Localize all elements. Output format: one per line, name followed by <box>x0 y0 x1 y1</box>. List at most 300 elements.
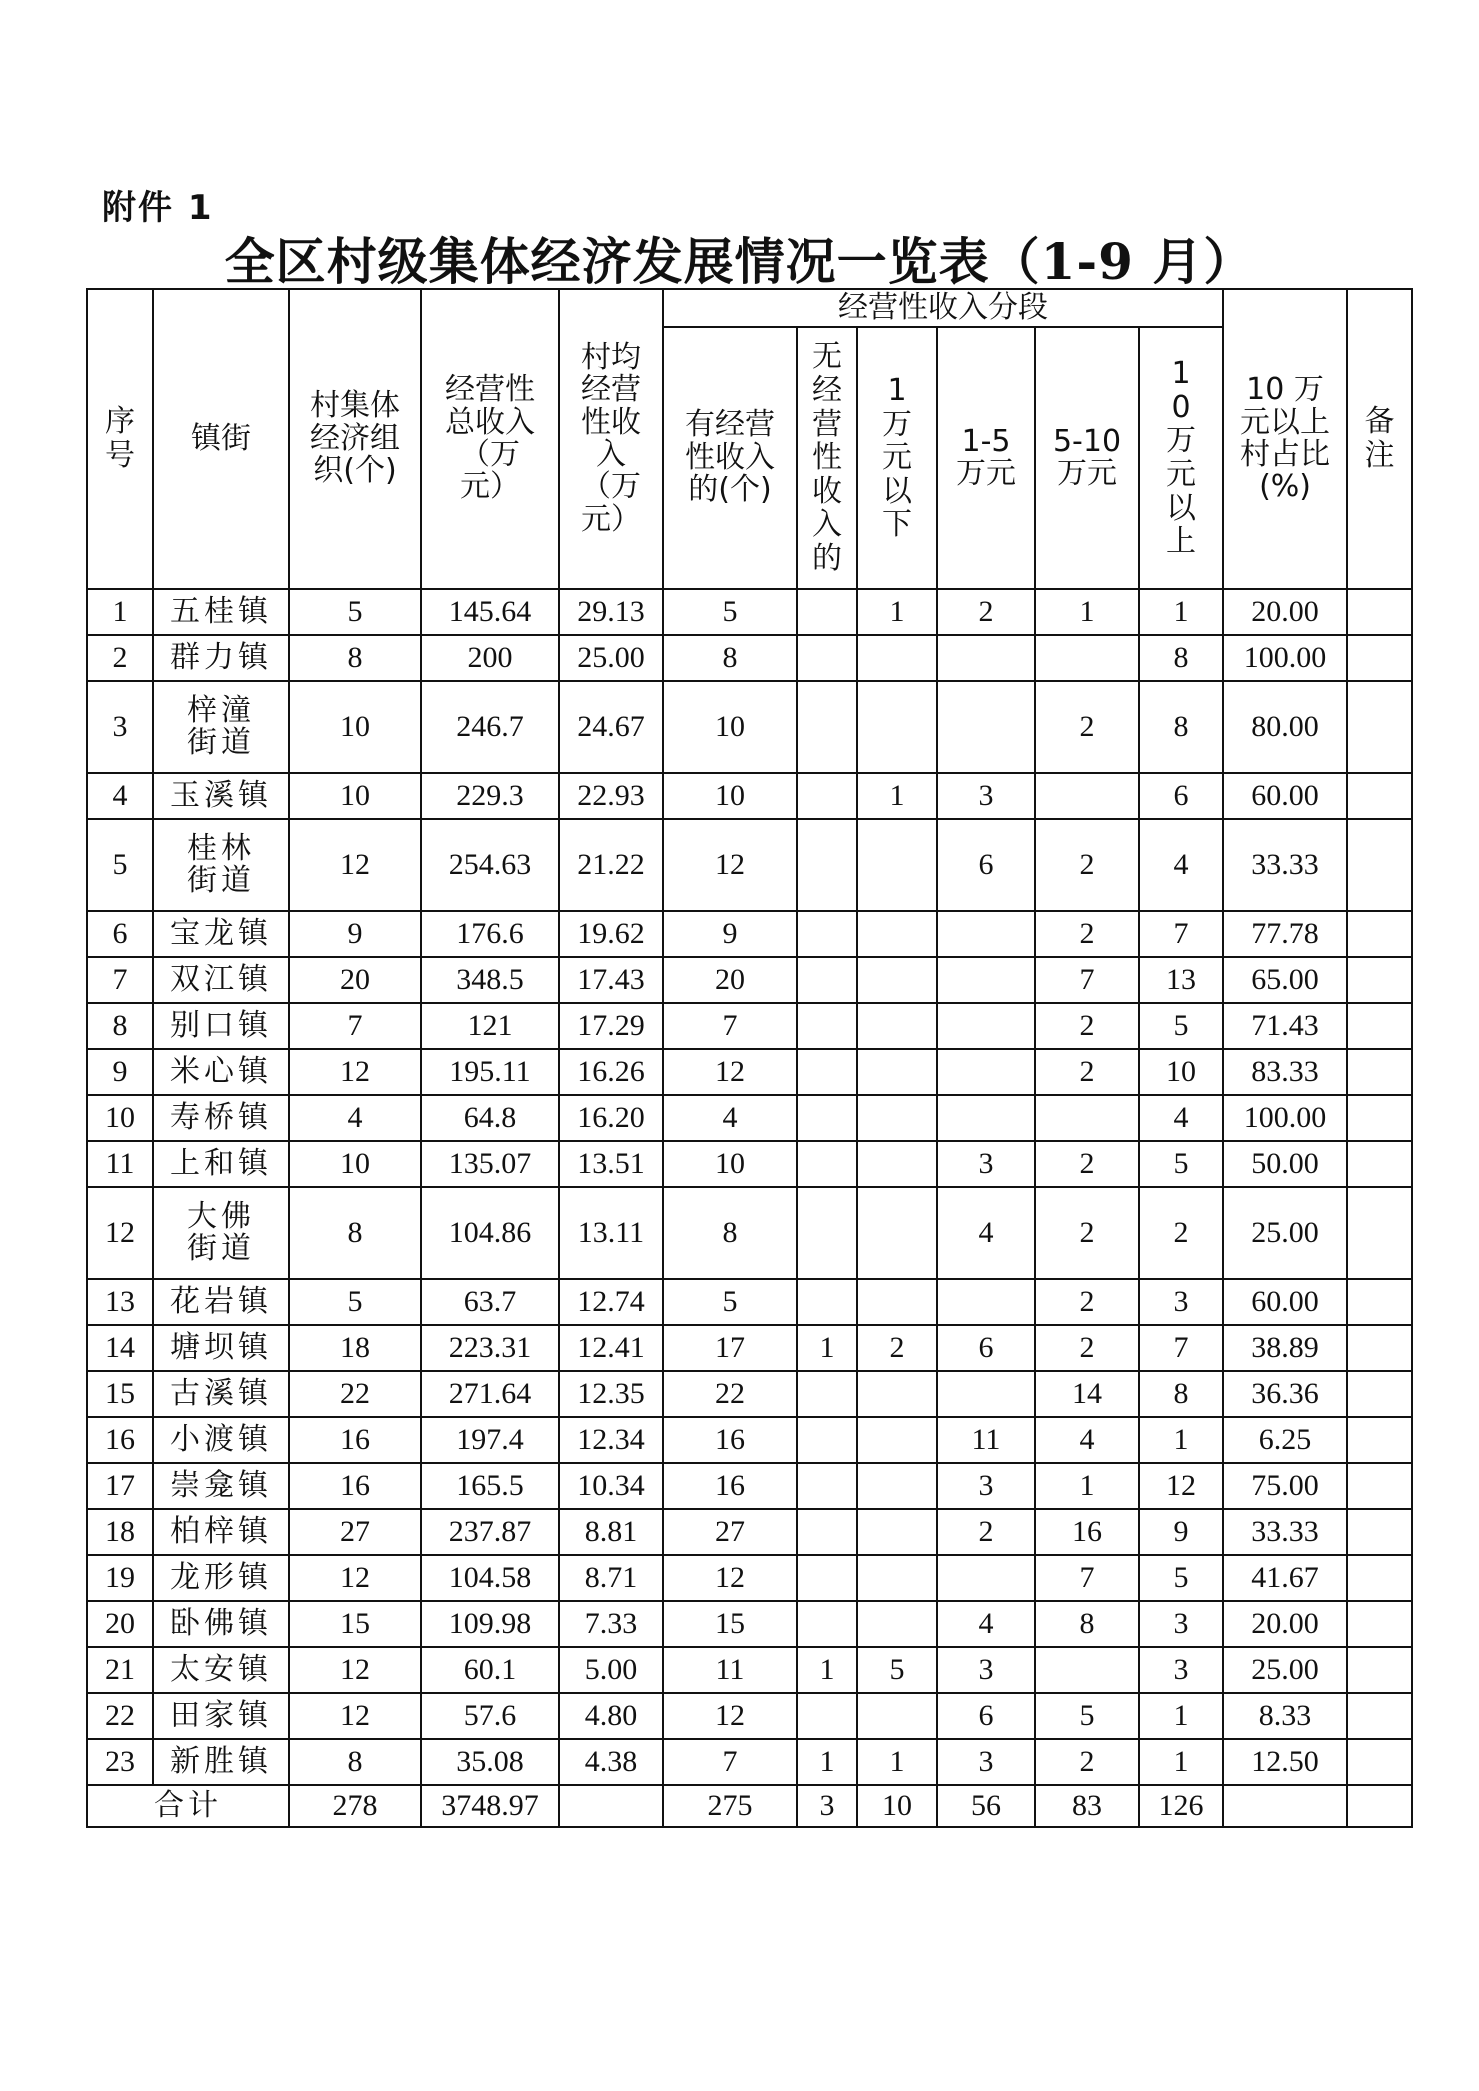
cell-with: 7 <box>663 1739 797 1785</box>
cell-avg: 17.29 <box>559 1003 663 1049</box>
cell-pct: 80.00 <box>1223 681 1347 773</box>
cell-r15: 3 <box>937 1739 1035 1785</box>
table-row <box>87 1141 1412 1187</box>
cell-with: 10 <box>663 681 797 773</box>
cell-gt10: 7 <box>1139 1325 1223 1371</box>
cell-r510 <box>1035 635 1139 681</box>
cell-pct: 50.00 <box>1223 1141 1347 1187</box>
cell-with: 17 <box>663 1325 797 1371</box>
cell-seq: 13 <box>87 1279 153 1325</box>
cell-r510 <box>1035 1647 1139 1693</box>
cell-none <box>797 1509 857 1555</box>
cell-avg: 13.51 <box>559 1141 663 1187</box>
cell-total: 135.07 <box>421 1141 559 1187</box>
cell-town: 群力镇 <box>153 635 289 681</box>
cell-r15: 4 <box>937 1601 1035 1647</box>
table-row <box>87 1417 1412 1463</box>
cell-lt1 <box>857 1601 937 1647</box>
cell-avg: 22.93 <box>559 773 663 819</box>
cell-with: 10 <box>663 773 797 819</box>
cell-orgs: 16 <box>289 1463 421 1509</box>
cell-town: 龙形镇 <box>153 1555 289 1601</box>
cell-town: 桂林街道 <box>153 819 289 911</box>
cell-total: 104.86 <box>421 1187 559 1279</box>
cell-avg: 8.81 <box>559 1509 663 1555</box>
cell-seq: 14 <box>87 1325 153 1371</box>
cell-pct: 60.00 <box>1223 773 1347 819</box>
header-row-1 <box>87 289 1412 327</box>
cell-r510: 16 <box>1035 1509 1139 1555</box>
cell-orgs: 20 <box>289 957 421 1003</box>
header-total-income: 经营性总收入（万元） <box>421 289 559 589</box>
total-with: 275 <box>663 1785 797 1827</box>
cell-gt10: 13 <box>1139 957 1223 1003</box>
header-1-5: 1-5 万元 <box>937 327 1035 589</box>
cell-gt10: 3 <box>1139 1279 1223 1325</box>
cell-total: 223.31 <box>421 1325 559 1371</box>
cell-none: 1 <box>797 1325 857 1371</box>
cell-gt10: 1 <box>1139 1417 1223 1463</box>
cell-pct: 60.00 <box>1223 1279 1347 1325</box>
cell-none <box>797 635 857 681</box>
cell-r510: 2 <box>1035 1003 1139 1049</box>
cell-orgs: 10 <box>289 681 421 773</box>
table-row <box>87 1371 1412 1417</box>
cell-pct: 100.00 <box>1223 1095 1347 1141</box>
cell-seq: 5 <box>87 819 153 911</box>
table-row <box>87 1095 1412 1141</box>
header-avg-income: 村均经营性收入（万元） <box>559 289 663 589</box>
cell-avg: 29.13 <box>559 589 663 635</box>
page-title: 全区村级集体经济发展情况一览表（1-9 月） <box>224 232 1255 291</box>
cell-with: 8 <box>663 1187 797 1279</box>
cell-none <box>797 1601 857 1647</box>
cell-total: 63.7 <box>421 1279 559 1325</box>
cell-gt10: 3 <box>1139 1601 1223 1647</box>
cell-note <box>1347 1739 1412 1785</box>
cell-orgs: 5 <box>289 1279 421 1325</box>
table-row <box>87 957 1412 1003</box>
total-orgs: 278 <box>289 1785 421 1827</box>
cell-none <box>797 1279 857 1325</box>
cell-orgs: 12 <box>289 1555 421 1601</box>
cell-pct: 6.25 <box>1223 1417 1347 1463</box>
cell-lt1: 2 <box>857 1325 937 1371</box>
cell-seq: 9 <box>87 1049 153 1095</box>
cell-pct: 77.78 <box>1223 911 1347 957</box>
cell-r15: 3 <box>937 1463 1035 1509</box>
cell-lt1 <box>857 1279 937 1325</box>
cell-with: 8 <box>663 635 797 681</box>
header-town: 镇街 <box>153 289 289 589</box>
total-avg <box>559 1785 663 1827</box>
cell-none <box>797 1187 857 1279</box>
cell-r510: 2 <box>1035 1187 1139 1279</box>
cell-none <box>797 681 857 773</box>
cell-avg: 5.00 <box>559 1647 663 1693</box>
cell-seq: 10 <box>87 1095 153 1141</box>
cell-r510: 2 <box>1035 1325 1139 1371</box>
cell-note <box>1347 589 1412 635</box>
cell-r15: 3 <box>937 773 1035 819</box>
cell-orgs: 8 <box>289 1187 421 1279</box>
table-row <box>87 1739 1412 1785</box>
header-no-income: 无经营性收入的 <box>797 327 857 589</box>
cell-lt1 <box>857 635 937 681</box>
cell-orgs: 12 <box>289 819 421 911</box>
cell-avg: 13.11 <box>559 1187 663 1279</box>
cell-town: 古溪镇 <box>153 1371 289 1417</box>
header-income-segments: 经营性收入分段 <box>663 289 1223 327</box>
total-r510: 83 <box>1035 1785 1139 1827</box>
cell-town: 太安镇 <box>153 1647 289 1693</box>
cell-pct: 33.33 <box>1223 1509 1347 1555</box>
cell-orgs: 15 <box>289 1601 421 1647</box>
cell-pct: 36.36 <box>1223 1371 1347 1417</box>
cell-with: 11 <box>663 1647 797 1693</box>
cell-gt10: 8 <box>1139 635 1223 681</box>
cell-note <box>1347 1095 1412 1141</box>
cell-total: 35.08 <box>421 1739 559 1785</box>
cell-avg: 8.71 <box>559 1555 663 1601</box>
cell-lt1 <box>857 1371 937 1417</box>
cell-r510: 1 <box>1035 1463 1139 1509</box>
cell-gt10: 6 <box>1139 773 1223 819</box>
cell-town: 塘坝镇 <box>153 1325 289 1371</box>
cell-avg: 12.35 <box>559 1371 663 1417</box>
cell-town: 新胜镇 <box>153 1739 289 1785</box>
cell-avg: 12.41 <box>559 1325 663 1371</box>
cell-pct: 65.00 <box>1223 957 1347 1003</box>
cell-r15 <box>937 1555 1035 1601</box>
table-row <box>87 1601 1412 1647</box>
cell-none <box>797 1693 857 1739</box>
cell-orgs: 12 <box>289 1647 421 1693</box>
table-body <box>87 589 1412 1827</box>
cell-r15 <box>937 1003 1035 1049</box>
cell-gt10: 2 <box>1139 1187 1223 1279</box>
cell-lt1: 1 <box>857 773 937 819</box>
cell-gt10: 8 <box>1139 681 1223 773</box>
cell-with: 4 <box>663 1095 797 1141</box>
cell-with: 12 <box>663 1693 797 1739</box>
cell-total: 348.5 <box>421 957 559 1003</box>
cell-none <box>797 957 857 1003</box>
total-row <box>87 1785 1412 1827</box>
cell-gt10: 5 <box>1139 1555 1223 1601</box>
cell-r510: 2 <box>1035 819 1139 911</box>
cell-seq: 23 <box>87 1739 153 1785</box>
header-below-1: 1万元以下 <box>857 327 937 589</box>
cell-avg: 10.34 <box>559 1463 663 1509</box>
cell-r510: 2 <box>1035 1049 1139 1095</box>
cell-r15: 6 <box>937 1693 1035 1739</box>
cell-r15: 2 <box>937 1509 1035 1555</box>
cell-avg: 21.22 <box>559 819 663 911</box>
cell-gt10: 3 <box>1139 1647 1223 1693</box>
cell-gt10: 1 <box>1139 1739 1223 1785</box>
cell-r15 <box>937 957 1035 1003</box>
cell-town: 田家镇 <box>153 1693 289 1739</box>
cell-note <box>1347 773 1412 819</box>
cell-note <box>1347 957 1412 1003</box>
cell-orgs: 9 <box>289 911 421 957</box>
header-seq: 序号 <box>87 289 153 589</box>
cell-seq: 19 <box>87 1555 153 1601</box>
cell-note <box>1347 911 1412 957</box>
total-gt10: 126 <box>1139 1785 1223 1827</box>
cell-gt10: 10 <box>1139 1049 1223 1095</box>
cell-avg: 12.34 <box>559 1417 663 1463</box>
cell-lt1 <box>857 681 937 773</box>
cell-total: 57.6 <box>421 1693 559 1739</box>
table-row <box>87 819 1412 911</box>
table-row <box>87 1555 1412 1601</box>
cell-pct: 20.00 <box>1223 589 1347 635</box>
cell-with: 20 <box>663 957 797 1003</box>
cell-r510: 2 <box>1035 681 1139 773</box>
cell-avg: 16.20 <box>559 1095 663 1141</box>
cell-with: 7 <box>663 1003 797 1049</box>
table-row <box>87 1463 1412 1509</box>
cell-r510: 4 <box>1035 1417 1139 1463</box>
header-with-income: 有经营性收入的(个) <box>663 327 797 589</box>
cell-r15 <box>937 681 1035 773</box>
cell-total: 237.87 <box>421 1509 559 1555</box>
cell-avg: 4.38 <box>559 1739 663 1785</box>
cell-town: 梓潼街道 <box>153 681 289 773</box>
cell-r510: 5 <box>1035 1693 1139 1739</box>
cell-gt10: 5 <box>1139 1003 1223 1049</box>
cell-lt1 <box>857 1509 937 1555</box>
cell-gt10: 1 <box>1139 1693 1223 1739</box>
cell-r15: 3 <box>937 1141 1035 1187</box>
total-note <box>1347 1785 1412 1827</box>
cell-orgs: 10 <box>289 1141 421 1187</box>
cell-r510: 8 <box>1035 1601 1139 1647</box>
cell-with: 10 <box>663 1141 797 1187</box>
cell-gt10: 7 <box>1139 911 1223 957</box>
cell-gt10: 12 <box>1139 1463 1223 1509</box>
cell-avg: 25.00 <box>559 635 663 681</box>
cell-avg: 12.74 <box>559 1279 663 1325</box>
cell-orgs: 18 <box>289 1325 421 1371</box>
cell-r15: 3 <box>937 1647 1035 1693</box>
cell-total: 254.63 <box>421 819 559 911</box>
cell-seq: 3 <box>87 681 153 773</box>
cell-r510: 2 <box>1035 1279 1139 1325</box>
cell-r510 <box>1035 1095 1139 1141</box>
cell-pct: 8.33 <box>1223 1693 1347 1739</box>
header-above-10: 10万元以上 <box>1139 327 1223 589</box>
cell-orgs: 10 <box>289 773 421 819</box>
cell-gt10: 1 <box>1139 589 1223 635</box>
cell-r510: 7 <box>1035 1555 1139 1601</box>
cell-total: 271.64 <box>421 1371 559 1417</box>
cell-none <box>797 1417 857 1463</box>
cell-town: 花岩镇 <box>153 1279 289 1325</box>
table-row <box>87 1049 1412 1095</box>
cell-r510: 2 <box>1035 1739 1139 1785</box>
cell-note <box>1347 1049 1412 1095</box>
cell-avg: 17.43 <box>559 957 663 1003</box>
cell-pct: 75.00 <box>1223 1463 1347 1509</box>
cell-total: 145.64 <box>421 589 559 635</box>
cell-seq: 11 <box>87 1141 153 1187</box>
table-row <box>87 1187 1412 1279</box>
cell-town: 大佛街道 <box>153 1187 289 1279</box>
cell-r510: 7 <box>1035 957 1139 1003</box>
cell-seq: 8 <box>87 1003 153 1049</box>
cell-none <box>797 1095 857 1141</box>
total-label: 合计 <box>87 1785 289 1827</box>
cell-total: 60.1 <box>421 1647 559 1693</box>
cell-town: 五桂镇 <box>153 589 289 635</box>
cell-seq: 2 <box>87 635 153 681</box>
total-pct <box>1223 1785 1347 1827</box>
cell-avg: 24.67 <box>559 681 663 773</box>
header-pct: 10 万元以上村占比(%) <box>1223 289 1347 589</box>
cell-lt1: 1 <box>857 1739 937 1785</box>
cell-total: 246.7 <box>421 681 559 773</box>
cell-note <box>1347 681 1412 773</box>
cell-seq: 17 <box>87 1463 153 1509</box>
cell-none <box>797 589 857 635</box>
cell-none: 1 <box>797 1739 857 1785</box>
cell-seq: 6 <box>87 911 153 957</box>
cell-lt1 <box>857 819 937 911</box>
cell-town: 柏梓镇 <box>153 1509 289 1555</box>
cell-r15: 6 <box>937 819 1035 911</box>
cell-avg: 4.80 <box>559 1693 663 1739</box>
cell-town: 崇龛镇 <box>153 1463 289 1509</box>
cell-total: 104.58 <box>421 1555 559 1601</box>
cell-r15 <box>937 911 1035 957</box>
cell-lt1 <box>857 1555 937 1601</box>
cell-note <box>1347 635 1412 681</box>
cell-town: 米心镇 <box>153 1049 289 1095</box>
cell-with: 9 <box>663 911 797 957</box>
cell-note <box>1347 1325 1412 1371</box>
cell-avg: 7.33 <box>559 1601 663 1647</box>
table-row <box>87 1647 1412 1693</box>
table-row <box>87 681 1412 773</box>
cell-note <box>1347 1601 1412 1647</box>
cell-seq: 7 <box>87 957 153 1003</box>
cell-none <box>797 1141 857 1187</box>
cell-lt1 <box>857 1463 937 1509</box>
cell-seq: 4 <box>87 773 153 819</box>
cell-orgs: 4 <box>289 1095 421 1141</box>
cell-note <box>1347 1693 1412 1739</box>
cell-note <box>1347 1509 1412 1555</box>
cell-r15 <box>937 1049 1035 1095</box>
table-row <box>87 911 1412 957</box>
cell-with: 5 <box>663 1279 797 1325</box>
cell-total: 197.4 <box>421 1417 559 1463</box>
cell-lt1 <box>857 957 937 1003</box>
cell-orgs: 8 <box>289 1739 421 1785</box>
cell-note <box>1347 1555 1412 1601</box>
cell-none <box>797 1049 857 1095</box>
cell-pct: 100.00 <box>1223 635 1347 681</box>
cell-none <box>797 1371 857 1417</box>
cell-town: 上和镇 <box>153 1141 289 1187</box>
cell-none: 1 <box>797 1647 857 1693</box>
cell-town: 玉溪镇 <box>153 773 289 819</box>
cell-orgs: 8 <box>289 635 421 681</box>
cell-r510: 2 <box>1035 911 1139 957</box>
cell-with: 15 <box>663 1601 797 1647</box>
cell-town: 别口镇 <box>153 1003 289 1049</box>
cell-pct: 38.89 <box>1223 1325 1347 1371</box>
summary-table <box>86 288 1413 1828</box>
cell-total: 165.5 <box>421 1463 559 1509</box>
cell-seq: 22 <box>87 1693 153 1739</box>
cell-total: 229.3 <box>421 773 559 819</box>
cell-lt1 <box>857 1095 937 1141</box>
table-row <box>87 635 1412 681</box>
cell-orgs: 27 <box>289 1509 421 1555</box>
cell-lt1 <box>857 1187 937 1279</box>
table-row <box>87 1325 1412 1371</box>
cell-orgs: 12 <box>289 1693 421 1739</box>
table-row <box>87 1693 1412 1739</box>
cell-avg: 19.62 <box>559 911 663 957</box>
cell-r15: 4 <box>937 1187 1035 1279</box>
cell-orgs: 7 <box>289 1003 421 1049</box>
cell-pct: 12.50 <box>1223 1739 1347 1785</box>
cell-avg: 16.26 <box>559 1049 663 1095</box>
cell-town: 寿桥镇 <box>153 1095 289 1141</box>
cell-note <box>1347 1003 1412 1049</box>
total-total: 3748.97 <box>421 1785 559 1827</box>
cell-r15 <box>937 1279 1035 1325</box>
cell-seq: 20 <box>87 1601 153 1647</box>
cell-orgs: 16 <box>289 1417 421 1463</box>
table-row <box>87 589 1412 635</box>
cell-pct: 33.33 <box>1223 819 1347 911</box>
cell-gt10: 4 <box>1139 1095 1223 1141</box>
cell-with: 12 <box>663 819 797 911</box>
cell-with: 27 <box>663 1509 797 1555</box>
cell-r15 <box>937 1095 1035 1141</box>
cell-town: 双江镇 <box>153 957 289 1003</box>
cell-note <box>1347 1187 1412 1279</box>
cell-gt10: 9 <box>1139 1509 1223 1555</box>
cell-seq: 21 <box>87 1647 153 1693</box>
cell-lt1 <box>857 1049 937 1095</box>
cell-pct: 25.00 <box>1223 1647 1347 1693</box>
cell-note <box>1347 1417 1412 1463</box>
cell-total: 200 <box>421 635 559 681</box>
cell-note <box>1347 1463 1412 1509</box>
cell-r15 <box>937 635 1035 681</box>
header-note: 备注 <box>1347 289 1412 589</box>
cell-pct: 71.43 <box>1223 1003 1347 1049</box>
cell-r15: 11 <box>937 1417 1035 1463</box>
cell-r510: 1 <box>1035 589 1139 635</box>
cell-lt1 <box>857 1417 937 1463</box>
header-5-10: 5-10 万元 <box>1035 327 1139 589</box>
cell-total: 121 <box>421 1003 559 1049</box>
cell-with: 16 <box>663 1463 797 1509</box>
cell-r15 <box>937 1371 1035 1417</box>
total-r15: 56 <box>937 1785 1035 1827</box>
cell-r510 <box>1035 773 1139 819</box>
cell-lt1 <box>857 1141 937 1187</box>
cell-pct: 25.00 <box>1223 1187 1347 1279</box>
